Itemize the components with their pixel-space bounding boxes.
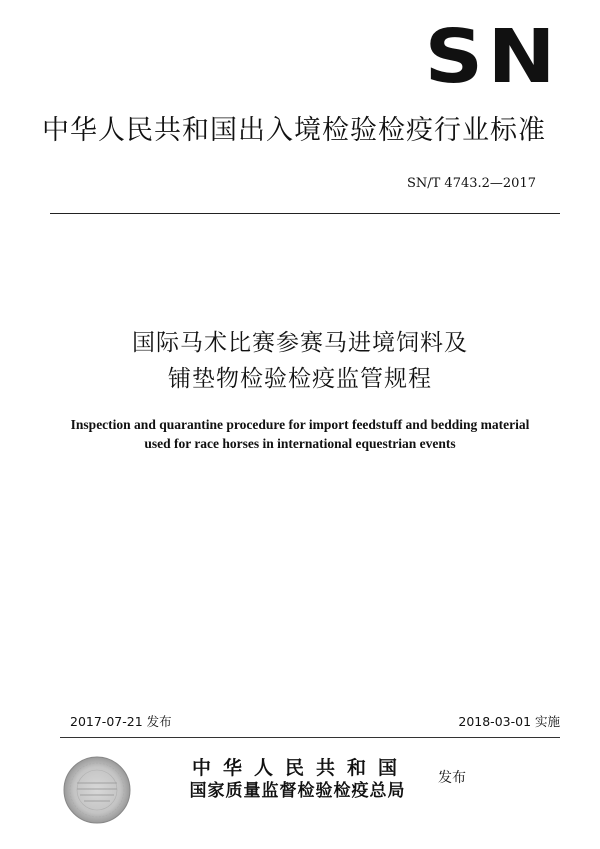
standard-category: 中华人民共和国出入境检验检疫行业标准 (42, 115, 546, 146)
title-chinese-line1: 国际马术比赛参赛马进境饲料及 (132, 330, 468, 356)
title-english-line1: Inspection and quarantine procedure for import feedstuff and bedding material (70, 417, 530, 432)
publisher-suffix: 发布 (438, 770, 466, 786)
title-english (30, 415, 570, 453)
publisher-line2: 国家质量监督检验检疫总局 (189, 781, 406, 801)
title-english-line2: used for race horses in international equestrian events (144, 436, 456, 451)
anti-counterfeit-stamp-icon (62, 755, 132, 825)
title-chinese (0, 325, 600, 397)
title-chinese-line2: 铺垫物检验检疫监管规程 (168, 366, 432, 392)
sn-logo: SN (424, 14, 560, 100)
publisher (165, 757, 430, 802)
issue-date: 2017-07-21 发布 (70, 714, 172, 729)
standard-number: SN/T 4743.2—2017 (406, 176, 536, 191)
publisher-line1: 中华人民共和国 (191, 757, 409, 779)
implementation-date: 2018-03-01 实施 (458, 714, 560, 729)
header-divider (50, 213, 560, 214)
footer-divider (60, 737, 560, 738)
